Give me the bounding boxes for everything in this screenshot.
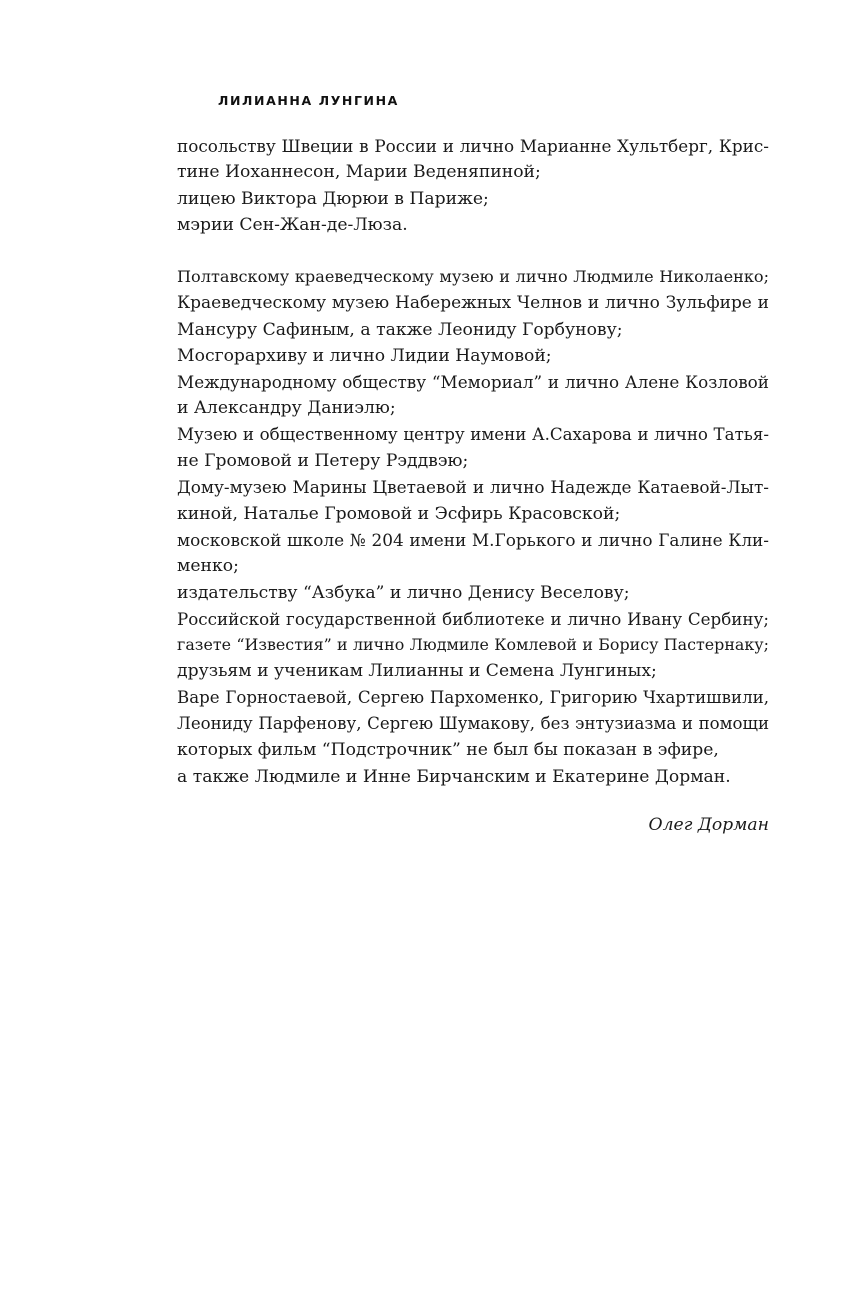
text-line: Международному обществу “Мемориал” и лично Алене Козловой xyxy=(177,372,769,393)
running-head: ЛИЛИАННА ЛУНГИНА xyxy=(218,93,399,108)
text-line: Варе Горностаевой, Сергею Пархоменко, Григорию Чхартишвили, xyxy=(177,687,769,707)
text-line: а также Людмиле и Инне Бирчанским и Екатерине Дорман. xyxy=(177,766,731,787)
text-line: посольству Швеции в России и лично Марианне Хультберг, Крис- xyxy=(177,136,769,156)
acknowledgements-block-2 xyxy=(177,264,769,790)
text-line: Мосгорархиву и лично Лидии Наумовой; xyxy=(177,345,552,366)
text-line: друзьям и ученикам Лилианны и Семена Лунгиных; xyxy=(177,661,657,682)
text-line: не Громовой и Петеру Рэддвэю; xyxy=(177,451,469,472)
signature: Олег Дорман xyxy=(648,815,769,835)
text-line: Музею и общественному центру имени А.Сахарова и лично Татья- xyxy=(177,424,769,444)
text-line: тине Иоханнесон, Марии Веденяпиной; xyxy=(177,162,541,183)
text-line: Российской государственной библиотеке и лично Ивану Сербину; xyxy=(177,608,769,629)
text-line: издательству “Азбука” и лично Денису Веселову; xyxy=(177,582,630,603)
text-line: которых фильм “Подстрочник” не был бы показан в эфире, xyxy=(177,740,719,761)
text-line: газете “Известия” и лично Людмиле Комлевой и Борису Пастернаку; xyxy=(177,635,769,655)
text-line: лицею Виктора Дюрюи в Париже; xyxy=(177,188,489,209)
text-line: и Александру Даниэлю; xyxy=(177,398,396,419)
text-line: московской школе № 204 имени М.Горького и лично Галине Кли- xyxy=(177,529,769,550)
text-line: киной, Наталье Громовой и Эсфирь Красовской; xyxy=(177,503,621,524)
text-line: Дому-музею Марины Цветаевой и лично Надежде Катаевой-Лыт- xyxy=(177,477,769,498)
text-line: мэрии Сен-Жан-де-Люза. xyxy=(177,214,408,235)
text-line: менко; xyxy=(177,556,239,577)
text-line: Краеведческому музею Набережных Челнов и лично Зульфире и xyxy=(177,293,769,314)
text-line: Леониду Парфенову, Сергею Шумакову, без энтузиазма и помощи xyxy=(177,714,769,734)
text-line: Полтавскому краеведческому музею и лично Людмиле Николаенко; xyxy=(177,267,769,286)
acknowledgements-block-1 xyxy=(177,133,769,238)
text-line: Мансуру Сафиным, а также Леониду Горбунову; xyxy=(177,319,623,340)
